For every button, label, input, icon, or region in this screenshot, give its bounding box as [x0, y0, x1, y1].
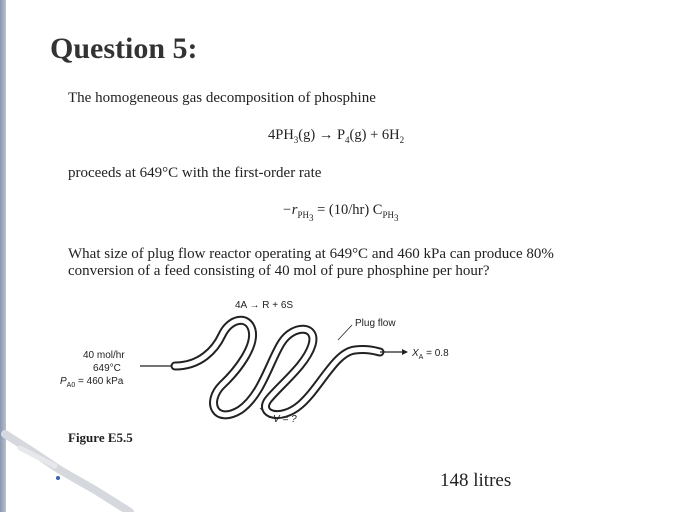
feed-temp-label: 649°C — [93, 363, 121, 374]
answer-text: 148 litres — [440, 470, 512, 491]
plug-flow-reactor-diagram — [0, 290, 700, 430]
figure-caption: Figure E5.5 — [68, 430, 133, 445]
outlet-arrowhead — [402, 349, 408, 355]
diagram-reaction-label: 4A → R + 6S — [235, 300, 294, 311]
rate-equation: $-r_{PH_3} = (10/hr)$ $C_{PH_3}$ — [282, 202, 399, 223]
problem-intro: The homogeneous gas decomposition of phosphine — [68, 90, 376, 106]
problem-conditions: proceeds at 649°C with the first-order rate — [68, 165, 322, 181]
volume-label: V = ? — [273, 414, 297, 425]
question-line-1: What size of plug flow reactor operating at 649°C and 460 kPa can produce 80% — [68, 246, 554, 262]
reaction-equation: $4PH_3(g) \to P_4(g) + 6H_2$ — [268, 127, 405, 145]
conversion-label: $X_A = 0.8$ — [412, 348, 449, 361]
plug-flow-leader-line — [338, 325, 352, 340]
plug-flow-label: Plug flow — [355, 318, 396, 329]
coiled-reactor-tube — [175, 320, 380, 415]
slide-title: Question 5: — [50, 32, 198, 65]
feed-pressure-label: $P_{A0} = 460$ kPa — [60, 376, 124, 389]
decorative-corner-streak — [0, 430, 150, 512]
feed-rate-label: 40 mol/hr — [83, 350, 125, 361]
question-line-2: conversion of a feed consisting of 40 mol of pure phosphine per hour? — [68, 263, 490, 279]
